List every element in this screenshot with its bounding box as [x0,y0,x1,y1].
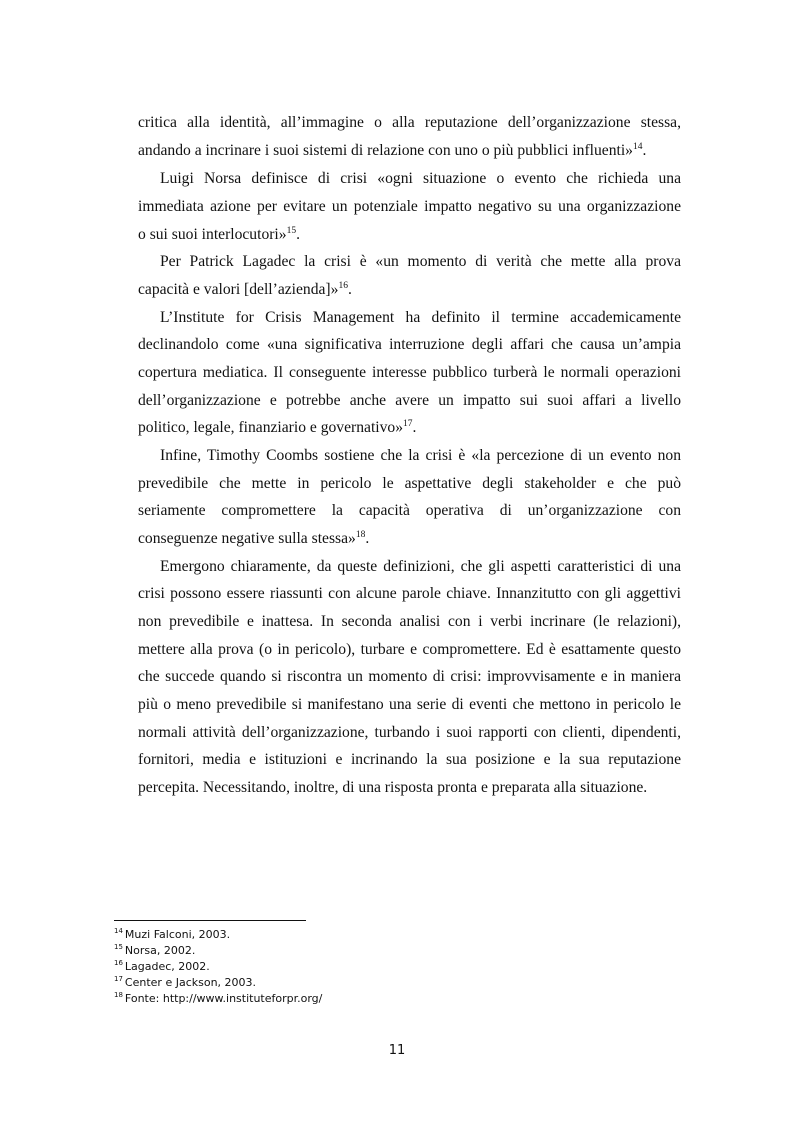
footnote-number: 18 [114,991,123,999]
text-line: L’Institute for Crisis Management ha definito il termine accademicamente [160,309,681,326]
footnote-text: Fonte: http://www.instituteforpr.org/ [124,992,323,1005]
text-line: percepita. Necessitando, inoltre, di una risposta pronta e preparata alla situazione. [138,779,648,796]
text-line: critica alla identità, all’immagine o alla reputazione dell’organizzazione stessa, [138,114,681,131]
footnote-ref[interactable]: 16 [338,281,348,291]
text-line: politico, legale, finanziario e governativo»$^{17}$. [138,419,417,436]
text-line: Infine, Timothy Coombs sostiene che la crisi è «la percezione di un evento non [160,447,681,464]
footnote-ref[interactable]: 14 [632,142,643,152]
footnote [114,992,322,1006]
footnote-text: Norsa, 2002. [124,944,196,957]
footnote-number: 14 [114,927,123,935]
footnote-number: 15 [114,943,123,951]
text-line: dell’organizzazione e potrebbe anche avere un impatto sui suoi affari a livello [138,392,681,409]
footnote-text: Lagadec, 2002. [124,960,210,973]
text-line: prevedibile che mette in pericolo le aspettative degli stakeholder e che può [138,475,681,492]
text-line: Per Patrick Lagadec la crisi è «un momento di verità che mette alla prova [160,253,681,270]
page-number: 11 [388,1043,406,1058]
text-line: non prevedibile e inattesa. In seconda analisi con i verbi incrinare (le relazioni), [138,613,681,630]
text-line: mettere alla prova (o in pericolo), turbare e compromettere. Ed è esattamente questo [138,641,681,658]
text-line: immediata azione per evitare un potenziale impatto negativo su una organizzazione [138,198,681,215]
footnote-number: 17 [114,975,123,983]
text-line: che succede quando si riscontra un momento di crisi: improvvisamente e in maniera [138,668,681,685]
footnote-text: Center e Jackson, 2003. [124,976,257,989]
text-line: o sui suoi interlocutori»$^{15}$. [138,226,300,243]
text-line: andando a incrinare i suoi sistemi di relazione con uno o più pubblici influenti»$^{14}$. [138,142,647,159]
footnote-ref[interactable]: 15 [286,226,297,236]
text-line: conseguenze negative sulla stessa»$^{18}$. [138,530,370,547]
text-line: seriamente compromettere la capacità operativa di un’organizzazione con [138,502,681,519]
footnote-ref[interactable]: 17 [403,419,413,429]
footnote [114,960,210,974]
footnote-number: 16 [114,959,123,967]
text-line: declinandolo come «una significativa interruzione degli affari che causa un’ampia [138,336,681,353]
text-line: fornitori, media e istituzioni e incrinando la sua posizione e la sua reputazione [138,751,681,768]
footnote [114,928,230,942]
text-line: normali attività dell’organizzazione, turbando i suoi rapporti con clienti, dipendenti, [138,724,681,741]
text-line: più o meno prevedibile si manifestano una serie di eventi che mettono in pericolo le [138,696,681,713]
text-line: Emergono chiaramente, da queste definizioni, che gli aspetti caratteristici di una [160,558,681,575]
text-line: crisi possono essere riassunti con alcune parole chiave. Innanzitutto con gli aggettivi [138,585,681,602]
footnote-ref[interactable]: 18 [355,530,366,540]
text-line: Luigi Norsa definisce di crisi «ogni situazione o evento che richieda una [160,170,681,187]
footnote-text: Muzi Falconi, 2003. [124,928,231,941]
text-line: copertura mediatica. Il conseguente interesse pubblico turberà le normali operazioni [138,364,681,381]
footnote-separator [114,920,306,921]
text-line: capacità e valori [dell’azienda]»$^{16}$. [138,281,352,298]
footnote [114,976,256,990]
footnote [114,944,195,958]
